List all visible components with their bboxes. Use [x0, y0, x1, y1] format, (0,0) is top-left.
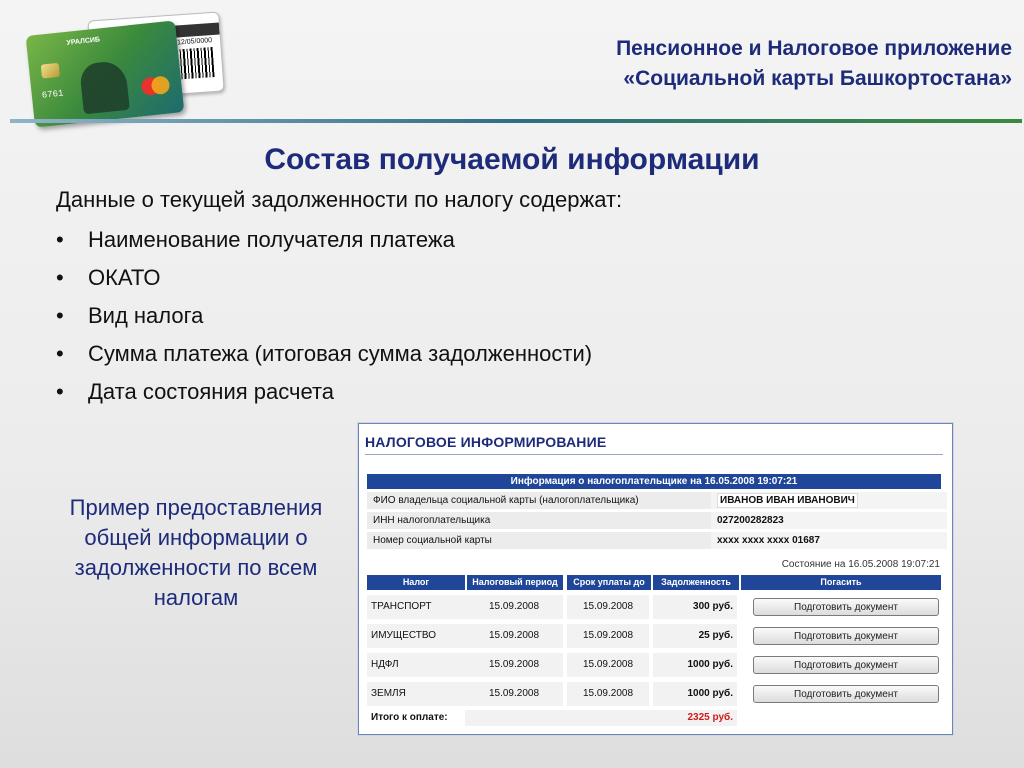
col-header-tax: Налог: [367, 575, 465, 590]
tax-name: ЗЕМЛЯ: [367, 682, 465, 706]
info-row-inn: [367, 512, 941, 529]
table-row: [367, 682, 941, 706]
pay-cell: [741, 653, 941, 677]
tax-info-panel: [358, 423, 953, 735]
card-number-value: xxxx xxxx xxxx 01687: [711, 532, 947, 549]
col-header-due: Срок уплаты до: [565, 575, 651, 590]
panel-title: НАЛОГОВОЕ ИНФОРМИРОВАНИЕ: [365, 434, 607, 450]
taxpayer-info-header: Информация о налогоплательщике на 16.05.2008 19:07:21: [367, 474, 941, 489]
example-caption: Пример предоставления общей информации о задолженности по всем налогам: [69, 495, 323, 610]
table-row: [367, 595, 941, 619]
bullet-icon: •: [56, 303, 64, 328]
bullet-text: Наименование получателя платежа: [88, 227, 455, 252]
col-header-pay: Погасить: [739, 575, 941, 590]
pay-cell: [741, 682, 941, 706]
bullet-text: ОКАТО: [88, 265, 161, 290]
header-divider: [10, 119, 1022, 123]
tax-period: 15.09.2008: [465, 653, 563, 677]
col-header-debt: Задолженность: [651, 575, 739, 590]
tax-period: 15.09.2008: [465, 624, 563, 648]
total-value: 2325 руб.: [465, 710, 737, 726]
card-front-image: [26, 20, 185, 127]
bullet-icon: •: [56, 379, 64, 404]
app-title: [616, 34, 1012, 94]
prepare-document-button[interactable]: Подготовить документ: [753, 627, 939, 645]
info-value: [711, 492, 947, 509]
pay-cell: [741, 624, 941, 648]
bullet-icon: •: [56, 265, 64, 290]
bullet-item: [56, 378, 592, 416]
bullet-item: [56, 264, 592, 302]
bullet-text: Дата состояния расчета: [88, 379, 335, 404]
tax-name: ИМУЩЕСТВО: [367, 624, 465, 648]
prepare-document-button[interactable]: Подготовить документ: [753, 598, 939, 616]
info-label: ФИО владельца социальной карты (налогоплательщика): [367, 492, 713, 509]
total-label: Итого к оплате:: [367, 710, 465, 726]
tax-name: ТРАНСПОРТ: [367, 595, 465, 619]
slide-header: [0, 0, 1024, 125]
bullet-text: Вид налога: [88, 303, 204, 328]
due-date: 15.09.2008: [567, 595, 649, 619]
card-back-number: 12/05/0000: [176, 37, 213, 47]
due-date: 15.09.2008: [567, 682, 649, 706]
info-row-fio: [367, 492, 941, 509]
table-row: [367, 624, 941, 648]
debt-table-header: [367, 575, 941, 590]
bullet-icon: •: [56, 341, 64, 366]
intro-text: Данные о текущей задолженности по налогу содержат:: [56, 187, 623, 212]
bullet-text: Сумма платежа (итоговая сумма задолженности): [88, 341, 593, 366]
card-chip-icon: [41, 63, 60, 79]
card-number-fragment: 6761: [41, 88, 64, 101]
slide-title: Состав получаемой информации: [264, 143, 760, 176]
inn-value: 027200282823: [711, 512, 947, 529]
debt-amount: 1000 руб.: [653, 653, 737, 677]
mastercard-logo-icon: [141, 75, 171, 96]
bullet-list: [56, 226, 592, 416]
monument-icon: [79, 60, 130, 115]
app-title-line-1: Пенсионное и Налоговое приложение: [616, 37, 1012, 60]
bullet-item: [56, 302, 592, 340]
debt-amount: 1000 руб.: [653, 682, 737, 706]
card-bank-logo: УРАЛСИБ: [66, 36, 101, 47]
pay-cell: [741, 595, 941, 619]
social-card-image: [30, 12, 230, 127]
prepare-document-button[interactable]: Подготовить документ: [753, 685, 939, 703]
tax-period: 15.09.2008: [465, 682, 563, 706]
bullet-item: [56, 226, 592, 264]
total-row: [367, 710, 941, 726]
col-header-period: Налоговый период: [465, 575, 563, 590]
bullet-item: [56, 340, 592, 378]
due-date: 15.09.2008: [567, 624, 649, 648]
info-label: Номер социальной карты: [367, 532, 713, 549]
app-title-line-2: «Социальной карты Башкортостана»: [623, 67, 1012, 90]
info-label: ИНН налогоплательщика: [367, 512, 713, 529]
bullet-icon: •: [56, 227, 64, 252]
table-row: [367, 653, 941, 677]
tax-name: НДФЛ: [367, 653, 465, 677]
prepare-document-button[interactable]: Подготовить документ: [753, 656, 939, 674]
tax-period: 15.09.2008: [465, 595, 563, 619]
info-row-card: [367, 532, 941, 549]
state-timestamp: Состояние на 16.05.2008 19:07:21: [781, 559, 940, 570]
debt-amount: 300 руб.: [653, 595, 737, 619]
fio-value: ИВАНОВ ИВАН ИВАНОВИЧ: [717, 493, 858, 508]
debt-amount: 25 руб.: [653, 624, 737, 648]
due-date: 15.09.2008: [567, 653, 649, 677]
